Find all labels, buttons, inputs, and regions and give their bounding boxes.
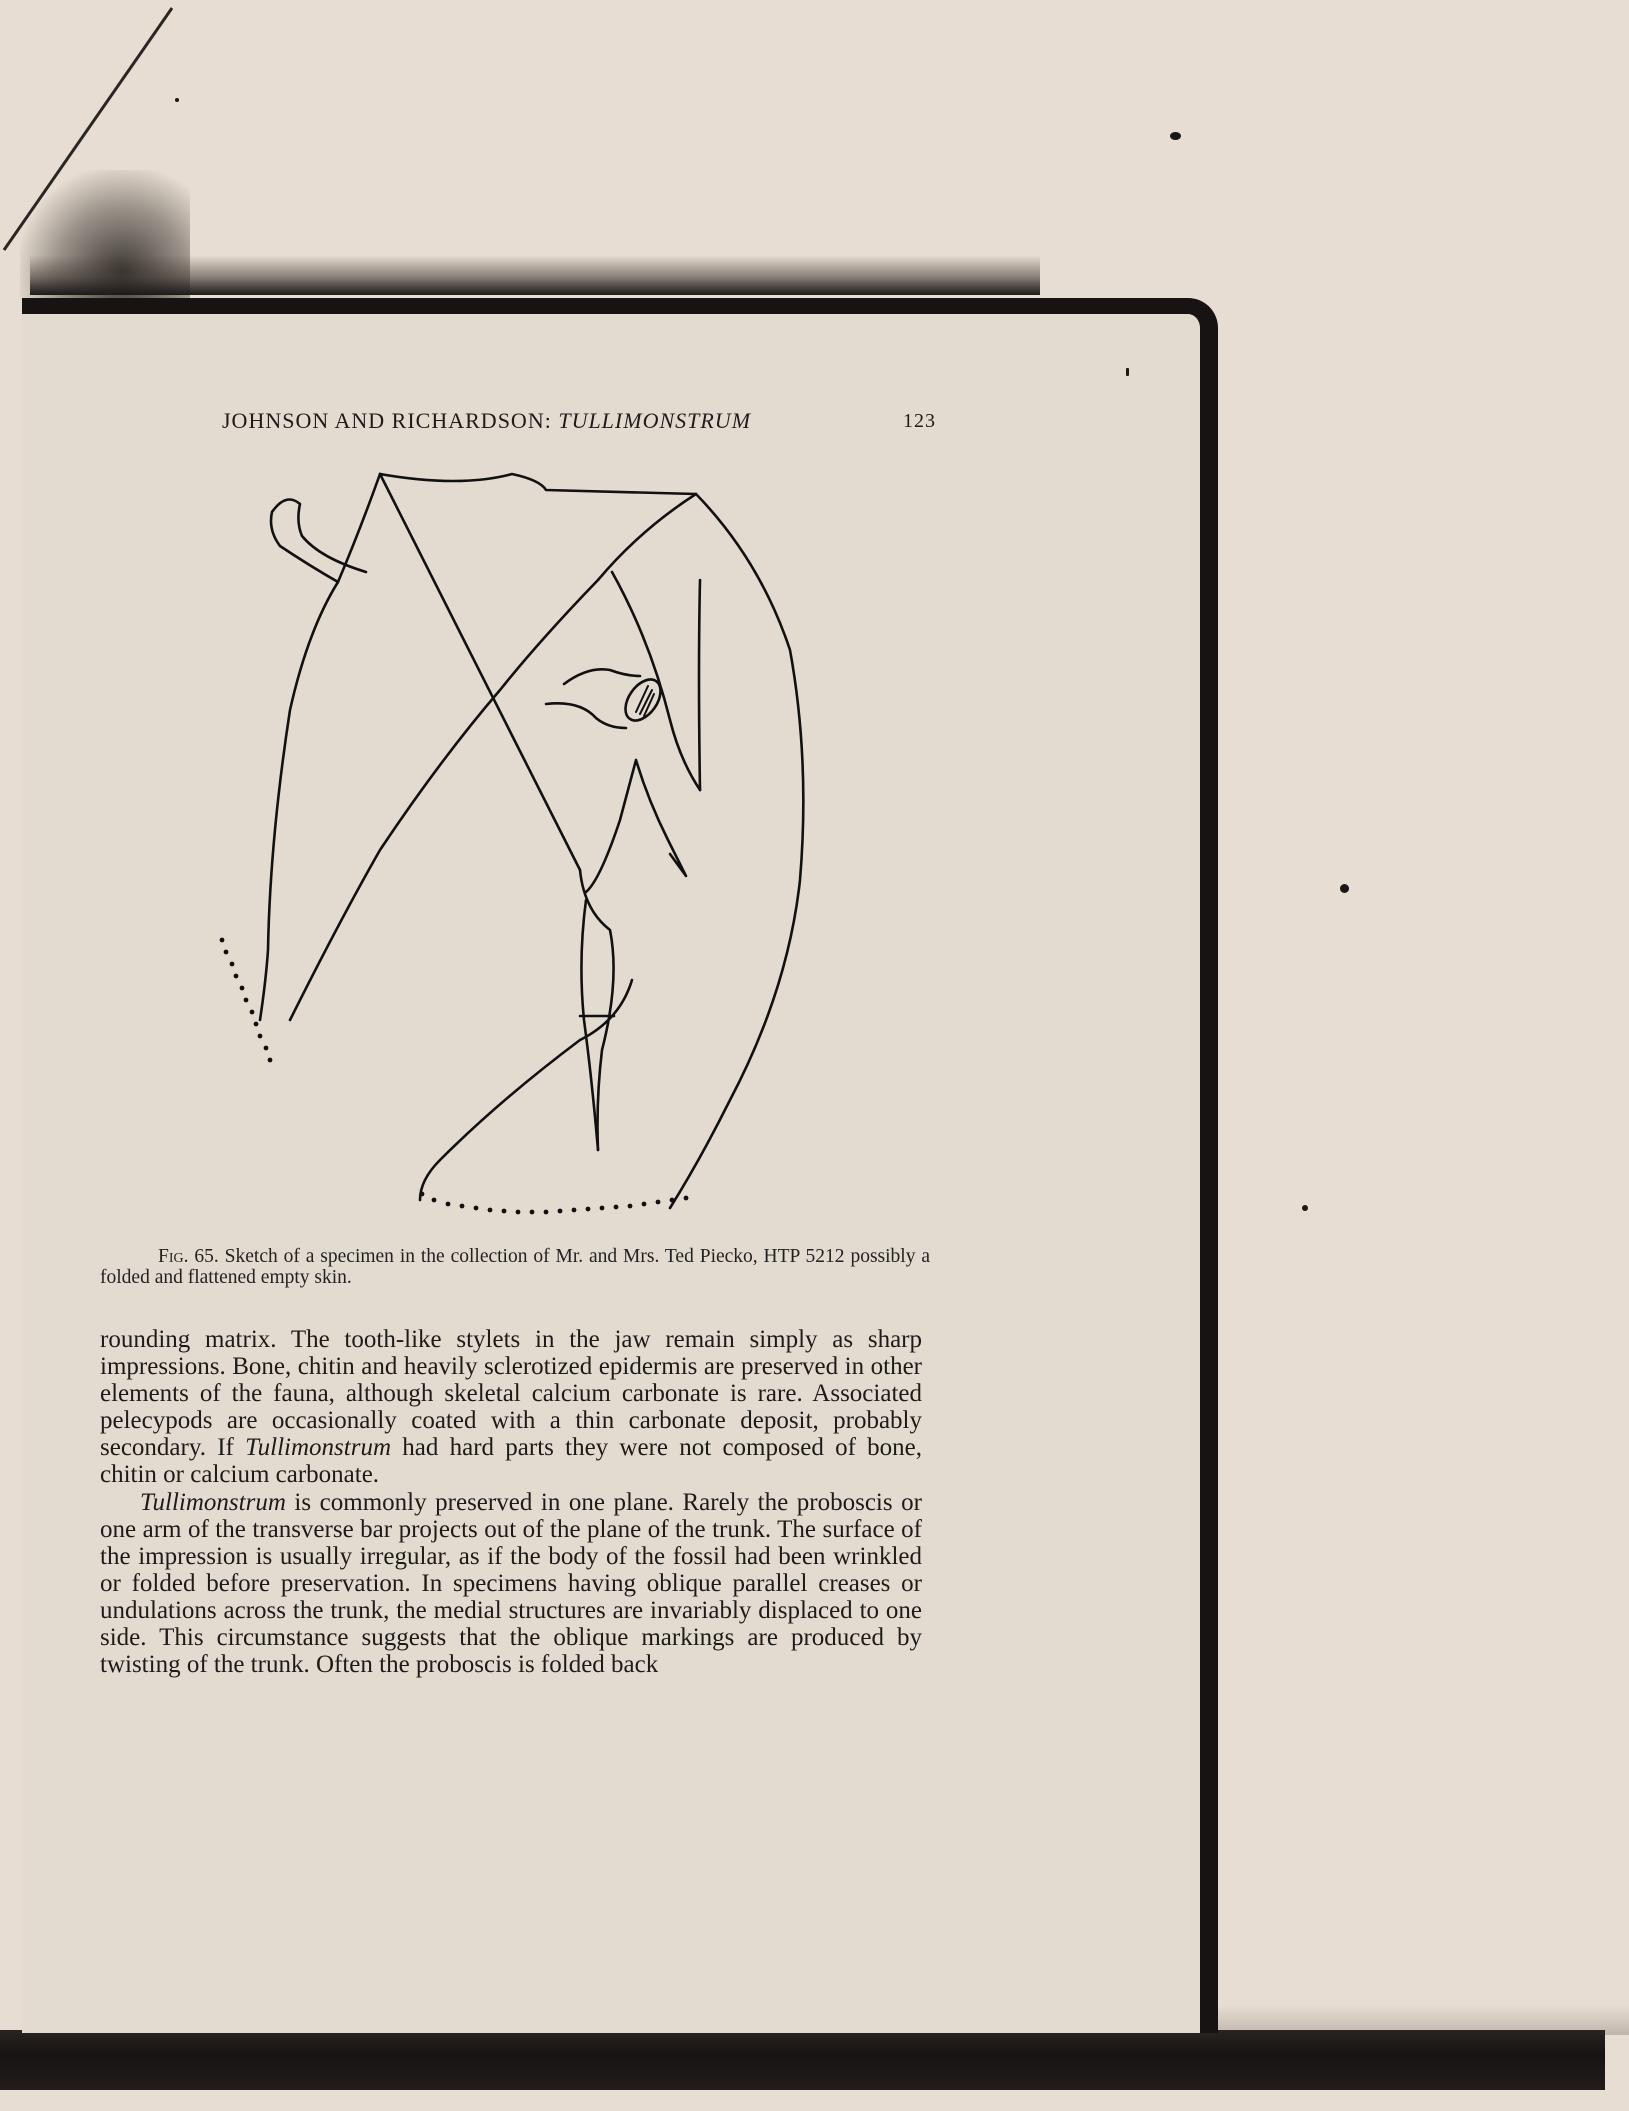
sketch-triangle [586, 760, 686, 892]
running-title: JOHNSON AND RICHARDSON: TULLIMONSTRUM [222, 408, 752, 433]
sketch-top-edge [380, 474, 696, 494]
sketch-left-outline [260, 474, 380, 1020]
dust-speck [175, 98, 179, 102]
sketch-lower-stem-2 [581, 900, 598, 1150]
genus-italic: Tullimonstrum [245, 1434, 392, 1461]
dust-speck [1170, 132, 1181, 140]
body-text [100, 1326, 922, 1678]
sketch-diagonal-right [290, 494, 696, 1020]
genus-italic: Tullimonstrum [140, 1489, 286, 1516]
sketch-proboscis-loop [271, 500, 366, 583]
sketch-eye-stalk-lower [546, 703, 626, 728]
figure-label: Fig. 65. [158, 1246, 219, 1267]
running-title-genus: TULLIMONSTRUM [558, 408, 752, 433]
paragraph-2: Tullimonstrum is commonly preserved in one plane. Rarely the proboscis or one arm of the transverse bar projects out of the plane of the trunk. The surface of the impression is usually irregular, as if the body of the fossil had been wrinkled or folded before preservation. In specimens having oblique parallel creases or undulations across the trunk, the medial structures are invariably displaced to one side. This circumstance suggests that the oblique markings are produced by twisting of the trunk. Often the proboscis is folded back [100, 1489, 922, 1678]
sketch-inner-right [699, 580, 700, 790]
figure-caption [100, 1246, 930, 1288]
dust-speck [1340, 884, 1349, 893]
background-shadow-top [30, 255, 1040, 295]
dust-speck [1126, 368, 1129, 376]
running-header [222, 408, 942, 438]
sketch-dotted-edges [220, 938, 689, 1215]
dust-speck [1302, 1205, 1308, 1211]
figure-caption-text: Sketch of a specimen in the collection of Mr. and Mrs. Ted Piecko, HTP 5212 possibly a folded and flattened empty skin. [100, 1246, 930, 1288]
sketch-eye-stalk [564, 669, 640, 684]
background-dark-band [0, 2030, 1605, 2090]
specimen-sketch [200, 460, 840, 1240]
page-number: 123 [903, 410, 936, 432]
background-diagonal-line [0, 0, 200, 260]
sketch-lower-arc [420, 980, 632, 1200]
sketch-diagonal-left [380, 474, 580, 870]
sketch-right-outline [670, 494, 803, 1208]
paragraph-1: rounding matrix. The tooth-like stylets in the jaw remain simply as sharp impressions. Bone, chitin and heavily sclerotized epidermis are preserved in other elements of the fauna, although skeletal calcium carbonate is rare. Associated pelecypods are occasionally coated with a thin carbonate deposit, probably secondary. If Tullimonstrum had hard parts they were not composed of bone, chitin or calcium carbonate. [100, 1326, 923, 1488]
